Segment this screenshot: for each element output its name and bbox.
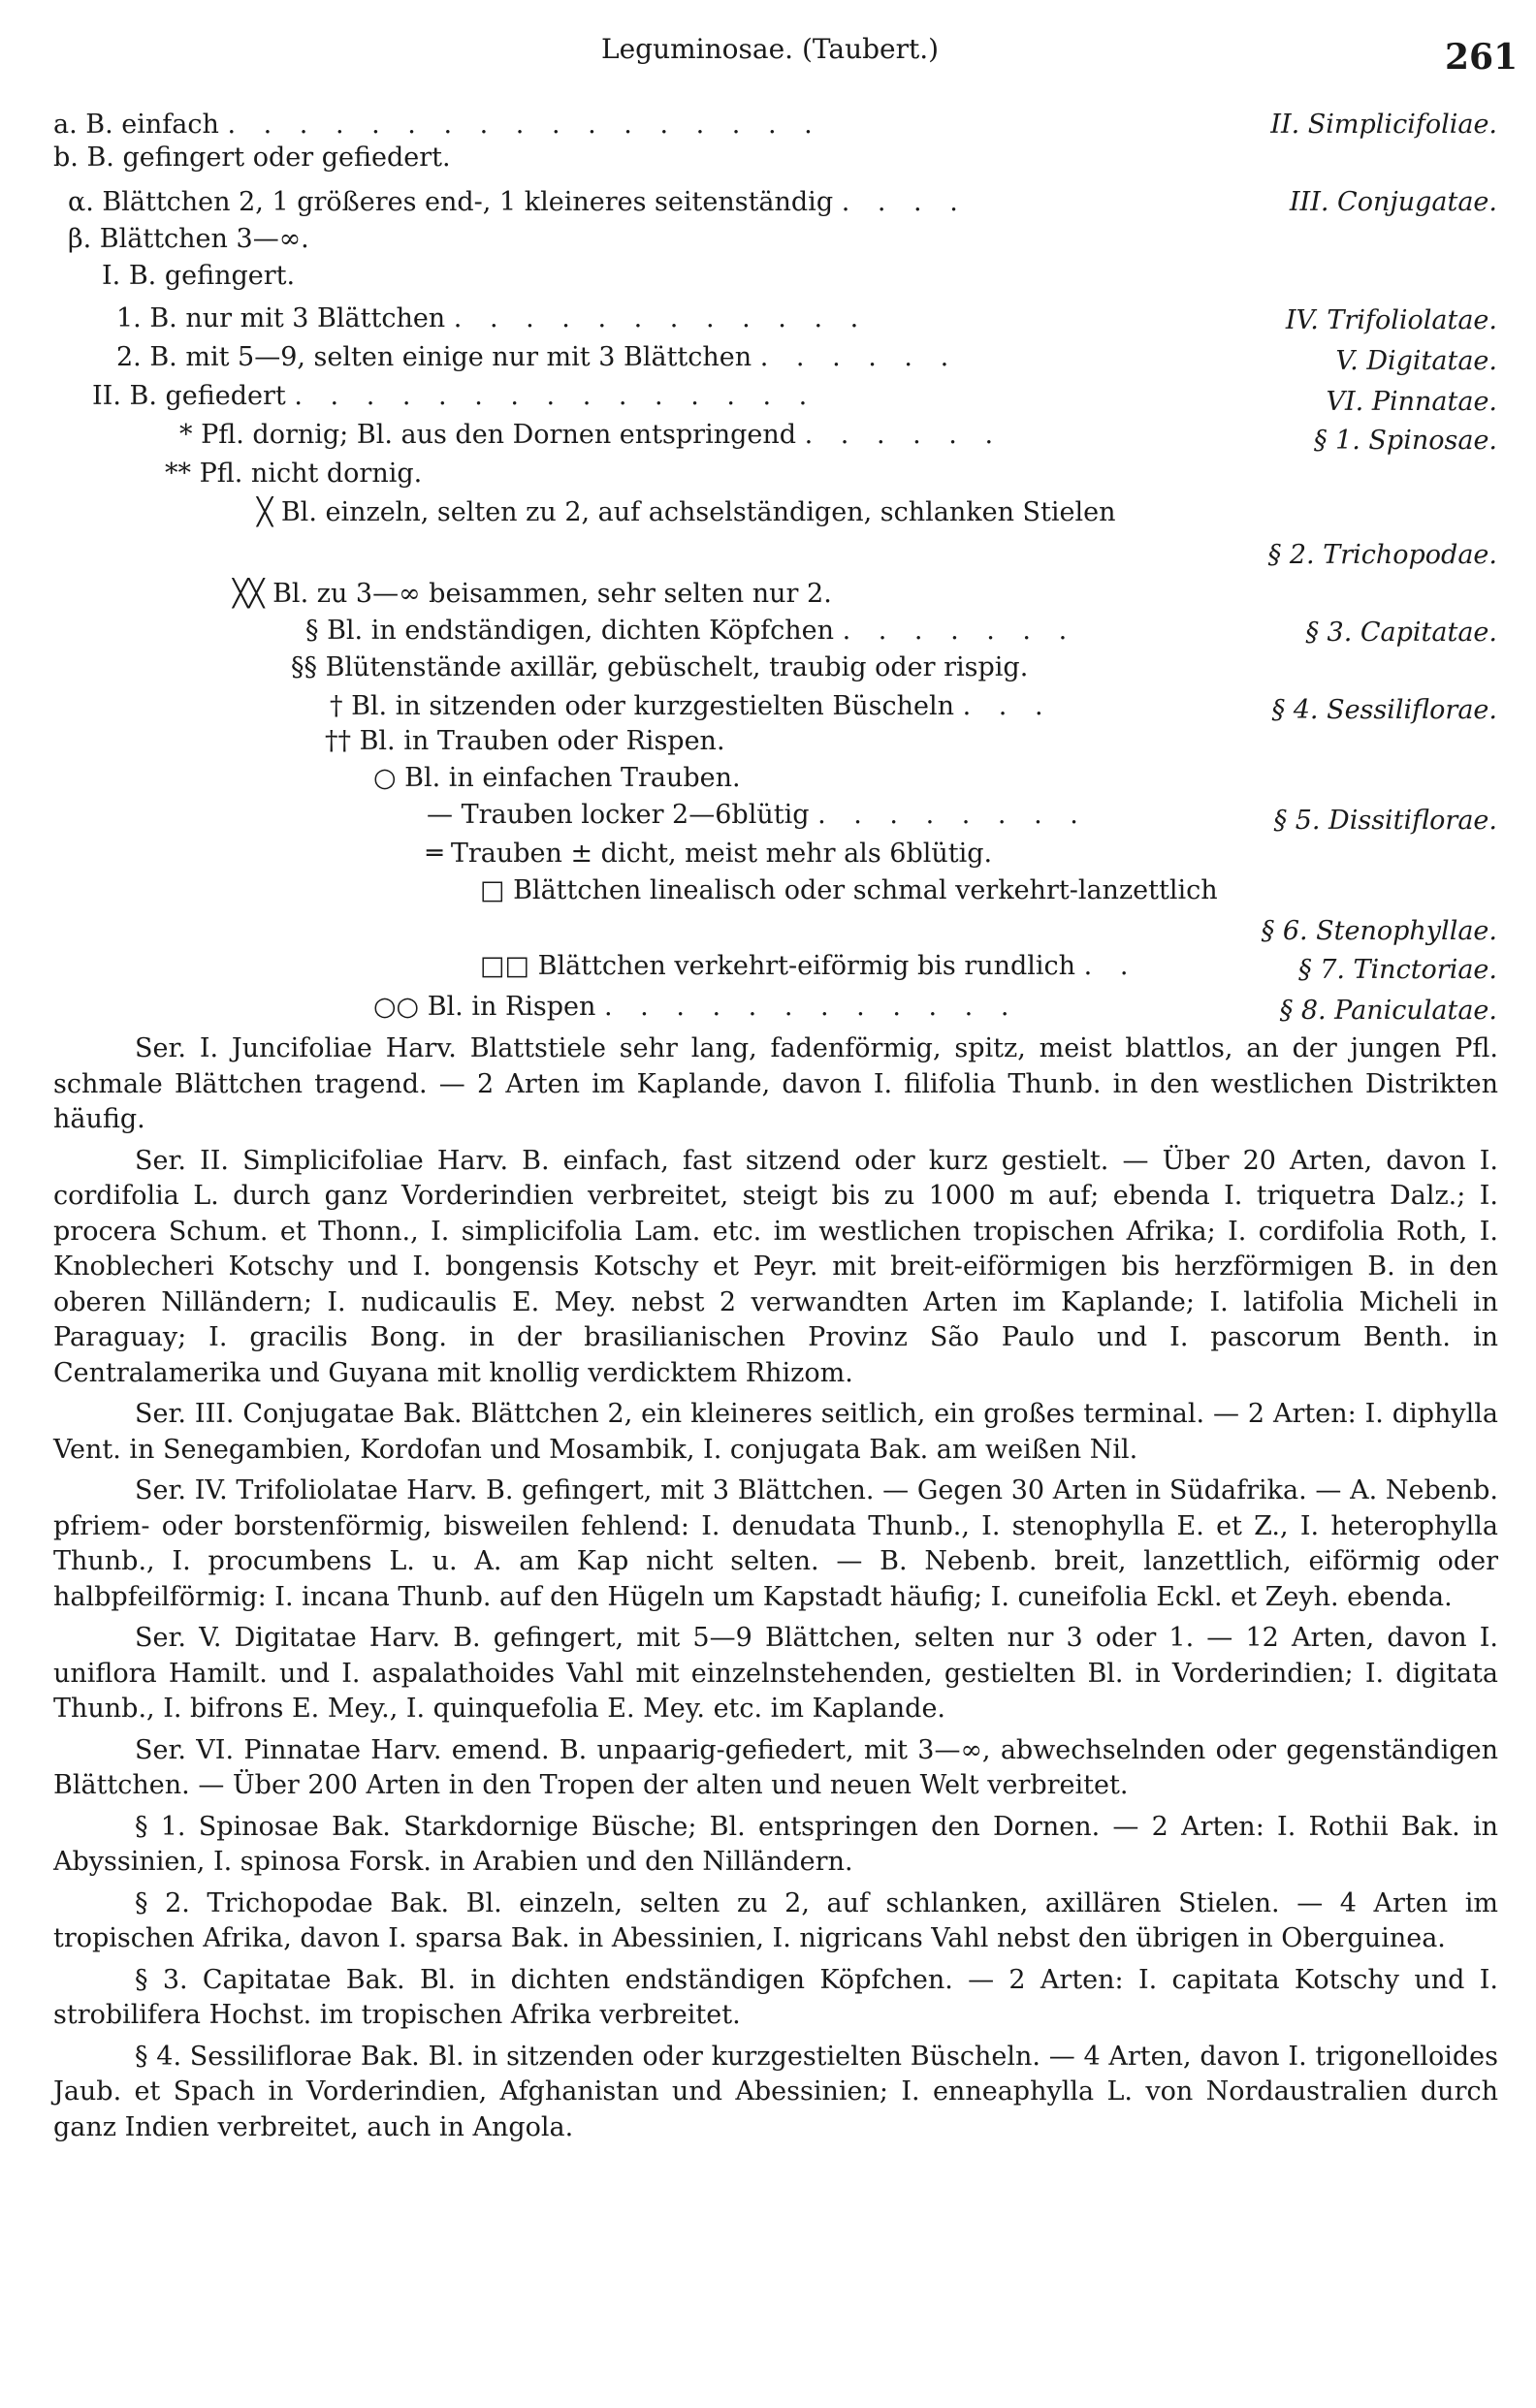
- key-line: — Trauben locker 2—6blütig . . . . . . . .: [427, 800, 1088, 830]
- paragraph-ser-4: Ser. IV. Trifoliolatae Harv. B. gefingert, mit 3 Blättchen. — Gegen 30 Arten in Südafrika. — A. Nebenb. pfriem- oder borstenförmig, bisweilen fehlend: I. denudata Thunb., I. stenophylla E. et Z., I. heterophylla Thunb., I. procumbens L. u. A. am Kap nicht selten. — B. Nebenb. breit, lanzettlich, eiförmig oder halbpfeilförmig: I. incana Thunb. auf den Hügeln um Kapstadt häufig; I. cuneifolia Eckl. et Zeyh. ebenda.: [53, 1475, 1498, 1612]
- key-line: □ Blättchen linealisch oder schmal verkehrt-lanzettlich: [480, 875, 1218, 905]
- paragraph-ser-5: Ser. V. Digitatae Harv. B. gefingert, mit 5—9 Blättchen, selten nur 3 oder 1. — 12 Arten, davon I. uniflora Hamilt. und I. aspalathoides Vahl mit einzelnstehenden, gestielten Bl. in Vorderindien; I. digitata Thunb., I. bifrons E. Mey., I. quinquefolia E. Mey. etc. im Kaplande.: [53, 1623, 1498, 1724]
- key-target: § 8. Paniculatae.: [1279, 996, 1497, 1026]
- key-line: * Pfl. dornig; Bl. aus den Dornen entspringend . . . . . .: [179, 420, 1004, 450]
- paragraph-ser-3: Ser. III. Conjugatae Bak. Blättchen 2, ein kleineres seitlich, ein großes terminal. — 2 Arten: I. diphylla Vent. in Senegambien, Kordofan und Mosambik, I. conjugata Bak. am weißen Nil.: [53, 1399, 1498, 1465]
- key-line: ╳╳ Bl. zu 3—∞ beisammen, sehr selten nur 2.: [233, 579, 832, 609]
- key-line: 2. B. mit 5—9, selten einige nur mit 3 Blättchen . . . . . .: [116, 342, 959, 372]
- key-target: § 2. Trichopodae.: [1267, 540, 1497, 570]
- running-title: Leguminosae. (Taubert.): [601, 33, 940, 65]
- paragraph-section-4: § 4. Sessiliflorae Bak. Bl. in sitzenden oder kurzgestielten Büscheln. — 4 Arten, davon I. trigonelloides Jaub. et Spach in Vorderindien, Afghanistan und Abessinien; I. enneaphylla L. von Nordaustralien durch ganz Indien verbreitet, auch in Angola.: [53, 2041, 1498, 2142]
- key-line: ○ Bl. in einfachen Trauben.: [373, 763, 741, 793]
- key-line: § Bl. in endständigen, dichten Köpfchen . . . . . . .: [305, 616, 1077, 646]
- key-line: †† Bl. in Trauben oder Rispen.: [325, 726, 725, 756]
- key-target: § 7. Tinctoriae.: [1298, 955, 1497, 985]
- paragraph-section-3: § 3. Capitatae Bak. Bl. in dichten endständigen Köpfchen. — 2 Arten: I. capitata Kotschy und I. strobilifera Hochst. im tropischen Afrika verbreitet.: [53, 1964, 1498, 2030]
- key-line: 1. B. nur mit 3 Blättchen . . . . . . . . . . . .: [116, 303, 869, 333]
- paragraph-section-1: § 1. Spinosae Bak. Starkdornige Büsche; Bl. entspringen den Dornen. — 2 Arten: I. Rothii Bak. in Abyssinien, I. spinosa Forsk. in Arabien und den Nilländern.: [53, 1811, 1498, 1877]
- paragraph-ser-6: Ser. VI. Pinnatae Harv. emend. B. unpaarig-gefiedert, mit 3—∞, abwechselnden oder gegenständigen Blättchen. — Über 200 Arten in den Tropen der alten und neuen Welt verbreitet.: [53, 1734, 1498, 1800]
- paragraph-section-2: § 2. Trichopodae Bak. Bl. einzeln, selten zu 2, auf schlanken, axillären Stielen. — 4 Arten im tropischen Afrika, davon I. sparsa Bak. in Abessinien, I. nigricans Vahl nebst den übrigen in Oberguinea.: [53, 1887, 1498, 1953]
- paragraph-ser-1: Ser. I. Juncifoliae Harv. Blattstiele sehr lang, fadenförmig, spitz, meist blattlos, an der jungen Pfl. schmale Blättchen tragend. — 2 Arten im Kaplande, davon I. filifolia Thunb. in den westlichen Distrikten häufig.: [53, 1033, 1498, 1134]
- key-line: ** Pfl. nicht dornig.: [165, 459, 423, 489]
- key-line: ╳ Bl. einzeln, selten zu 2, auf achselständigen, schlanken Stielen: [257, 497, 1116, 527]
- key-target: § 1. Spinosae.: [1314, 426, 1497, 456]
- key-line: ○○ Bl. in Rispen . . . . . . . . . . . .: [373, 992, 1019, 1022]
- key-line: II. B. gefiedert . . . . . . . . . . . . . . .: [92, 381, 817, 411]
- key-line: α. Blättchen 2, 1 größeres end-, 1 kleineres seitenständig . . . .: [68, 187, 968, 217]
- key-line: I. B. gefingert.: [102, 261, 296, 291]
- key-line: b. B. gefingert oder gefiedert.: [53, 143, 451, 173]
- page-number: 261: [1445, 37, 1519, 78]
- key-target: § 6. Stenophyllae.: [1261, 916, 1497, 946]
- key-line: † Bl. in sitzenden oder kurzgestielten Büscheln . . .: [330, 691, 1053, 721]
- key-line: ═ Trauben ± dicht, meist mehr als 6blütig.: [427, 839, 993, 869]
- key-line: a. B. einfach . . . . . . . . . . . . . . . . .: [53, 110, 822, 140]
- key-target: III. Conjugatae.: [1289, 187, 1497, 217]
- key-line: §§ Blütenstände axillär, gebüschelt, traubig oder rispig.: [291, 652, 1029, 682]
- key-target: V. Digitatae.: [1335, 346, 1497, 376]
- key-target: II. Simplicifoliae.: [1270, 110, 1497, 140]
- key-line: β. Blättchen 3—∞.: [68, 224, 309, 254]
- key-target: § 3. Capitatae.: [1305, 618, 1497, 648]
- key-line: □□ Blättchen verkehrt-eiförmig bis rundlich . .: [480, 951, 1138, 981]
- paragraph-ser-2: Ser. II. Simplicifoliae Harv. B. einfach, fast sitzend oder kurz gestielt. — Über 20 Arten, davon I. cordifolia L. durch ganz Vorderindien verbreitet, steigt bis zu 1000 m auf; ebenda I. triquetra Dalz.; I. procera Schum. et Thonn., I. simplicifolia Lam. etc. im westlichen tropischen Afrika; I. cordifolia Roth, I. Knoblecheri Kotschy und I. bongensis Kotschy et Peyr. mit breit-eiförmigen bis herzförmigen B. in den oberen Nilländern; I. nudicaulis E. Mey. nebst 2 verwandten Arten im Kaplande; I. latifolia Micheli in Paraguay; I. gracilis Bong. in der brasilianischen Provinz São Paulo und I. pascorum Benth. in Centralamerika und Guyana mit knollig verdicktem Rhizom.: [53, 1145, 1498, 1388]
- body-text: [53, 1031, 1498, 2145]
- page-header: [0, 27, 1536, 85]
- key-target: VI. Pinnatae.: [1326, 387, 1497, 417]
- key-target: § 4. Sessiliflorae.: [1271, 695, 1497, 725]
- key-target: § 5. Dissitiflorae.: [1273, 806, 1497, 836]
- key-target: IV. Trifoliolatae.: [1285, 305, 1497, 335]
